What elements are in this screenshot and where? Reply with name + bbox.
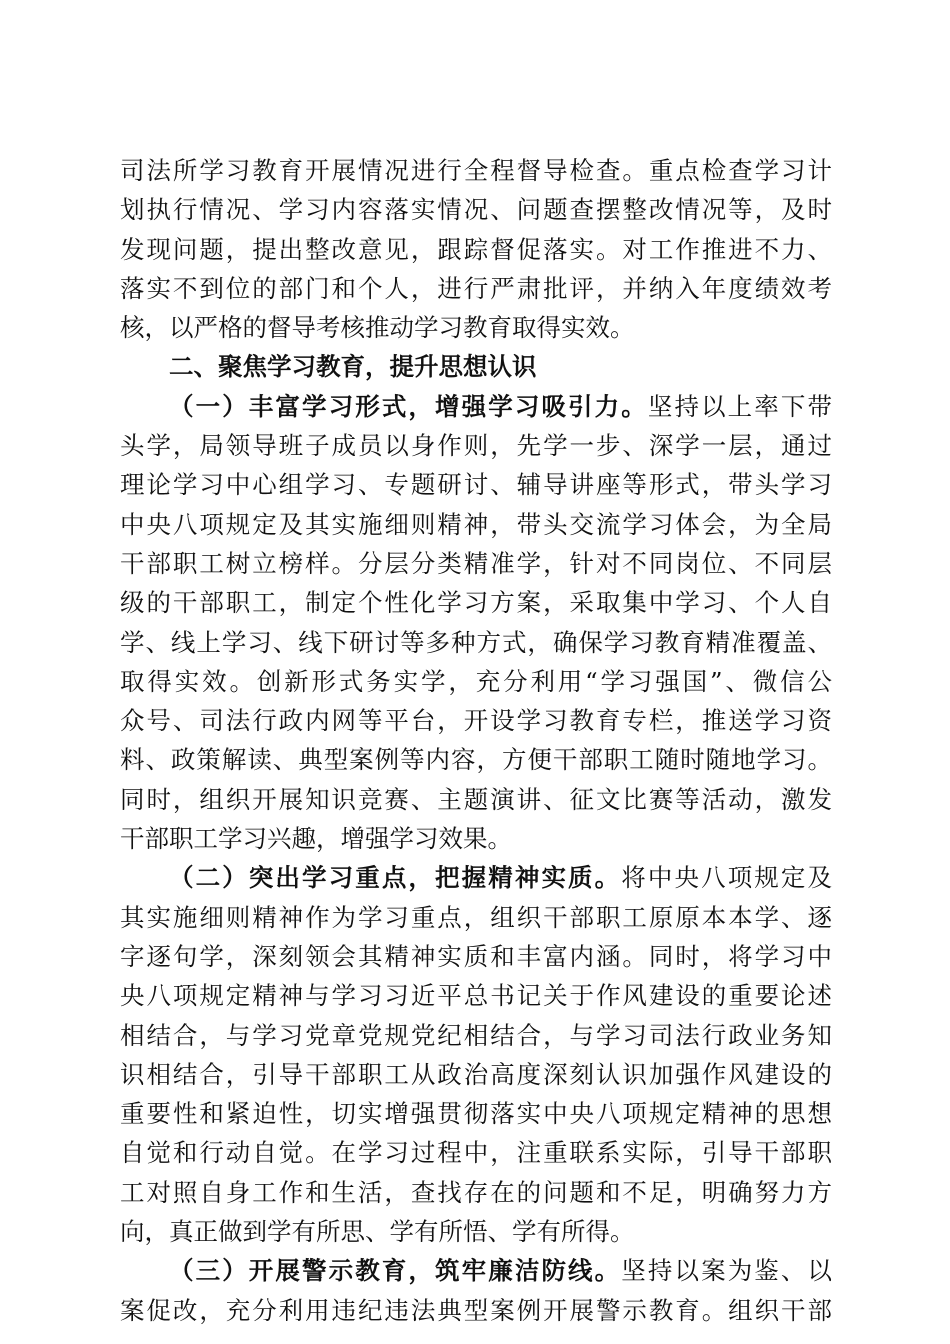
text-line: 案促改，充分利用违纪违法典型案例开展警示教育。组织干部 xyxy=(120,1295,832,1325)
text-line: 识相结合，引导干部职工从政治高度深刻认识加强作风建设的 xyxy=(120,1059,832,1089)
text-line: 学、线上学习、线下研讨等多种方式，确保学习教育精准覆盖、 xyxy=(120,627,832,657)
text-line: 字逐句学，深刻领会其精神实质和丰富内涵。同时，将学习中 xyxy=(120,941,832,971)
text-line: 头学，局领导班子成员以身作则，先学一步、深学一层，通过 xyxy=(120,431,832,461)
text-line: 央八项规定精神与学习习近平总书记关于作风建设的重要论述 xyxy=(120,981,832,1011)
text-line: 核，以严格的督导考核推动学习教育取得实效。 xyxy=(120,313,635,343)
text-line: 落实不到位的部门和个人，进行严肃批评，并纳入年度绩效考 xyxy=(120,273,832,303)
text-line: 众号、司法行政内网等平台，开设学习教育专栏，推送学习资 xyxy=(120,706,832,736)
paragraph-first-line xyxy=(120,858,832,897)
text-line: 工对照自身工作和生活，查找存在的问题和不足，明确努力方 xyxy=(120,1177,832,1207)
text-line: 取得实效。创新形式务实学，充分利用“学习强国”、微信公 xyxy=(120,666,832,696)
document-body xyxy=(120,151,832,1330)
text-fragment: 坚持以上率下带 xyxy=(647,391,832,421)
text-line: 同时，组织开展知识竞赛、主题演讲、征文比赛等活动，激发 xyxy=(120,784,832,814)
text-line: 干部职工学习兴趣，增强学习效果。 xyxy=(120,824,512,854)
paragraph-first-line xyxy=(120,1251,832,1290)
text-line: 级的干部职工，制定个性化学习方案，采取集中学习、个人自 xyxy=(120,588,832,618)
text-line: 中央八项规定及其实施细则精神，带头交流学习体会，为全局 xyxy=(120,509,832,539)
section-heading: 二、聚焦学习教育，提升思想认识 xyxy=(169,352,537,382)
text-fragment: 将中央八项规定及 xyxy=(621,863,833,893)
text-line: 相结合，与学习党章党规党纪相结合，与学习司法行政业务知 xyxy=(120,1020,832,1050)
text-line: 自觉和行动自觉。在学习过程中，注重联系实际，引导干部职 xyxy=(120,1138,832,1168)
subsection-title: （三）开展警示教育，筑牢廉洁防线。 xyxy=(169,1256,622,1286)
text-line: 划执行情况、学习内容落实情况、问题查摆整改情况等，及时 xyxy=(120,195,832,225)
text-line: 干部职工树立榜样。分层分类精准学，针对不同岗位、不同层 xyxy=(120,548,832,578)
text-fragment: 坚持以案为鉴、以 xyxy=(621,1256,833,1286)
text-line: 发现问题，提出整改意见，跟踪督促落实。对工作推进不力、 xyxy=(120,234,832,264)
text-line: 其实施细则精神作为学习重点，组织干部职工原原本本学、逐 xyxy=(120,902,832,932)
subsection-title: （二）突出学习重点，把握精神实质。 xyxy=(169,863,622,893)
paragraph-first-line xyxy=(120,387,832,426)
text-line: 重要性和紧迫性，切实增强贯彻落实中央八项规定精神的思想 xyxy=(120,1099,832,1129)
text-line: 司法所学习教育开展情况进行全程督导检查。重点检查学习计 xyxy=(120,156,832,185)
text-line: 理论学习中心组学习、专题研讨、辅导讲座等形式，带头学习 xyxy=(120,470,832,500)
text-line: 向，真正做到学有所思、学有所悟、学有所得。 xyxy=(120,1217,635,1247)
text-line: 料、政策解读、典型案例等内容，方便干部职工随时随地学习。 xyxy=(120,745,832,775)
subsection-title: （一）丰富学习形式，增强学习吸引力。 xyxy=(169,391,648,421)
